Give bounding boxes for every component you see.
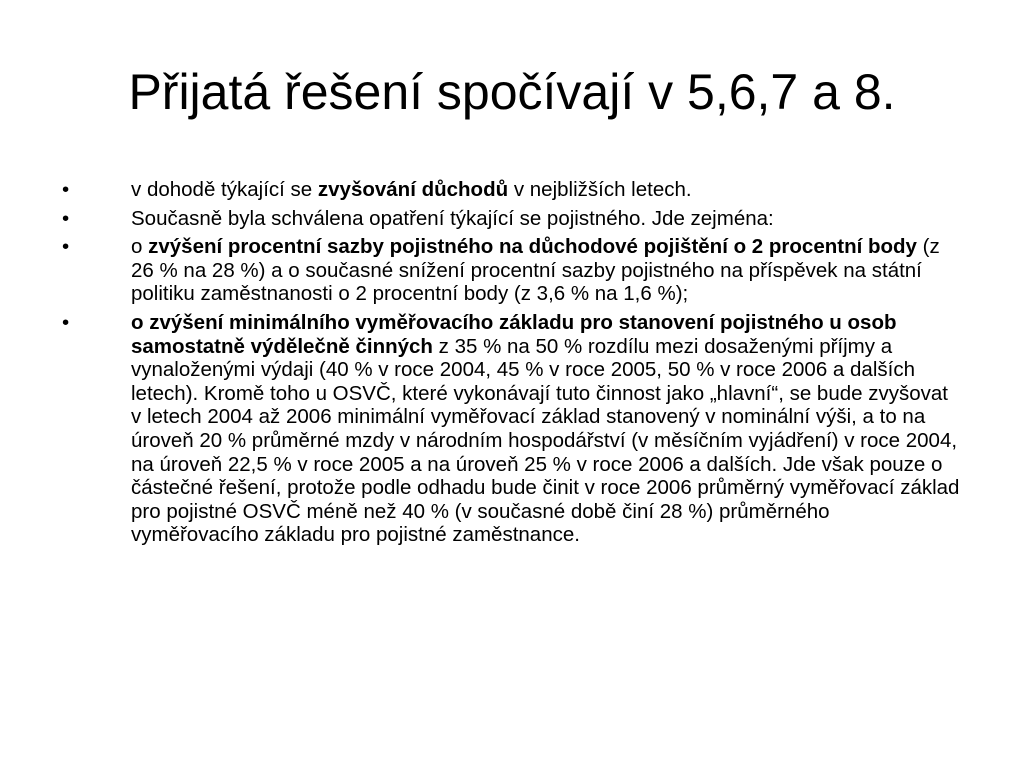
bullet-emphasis: o zvýšení minimálního vyměřovacího základu pro stanovení pojistného u osob samostatně výdělečně činných bbox=[131, 310, 897, 358]
bullet-icon: • bbox=[62, 178, 70, 201]
bullet-text: z 35 % na 50 % rozdílu mezi dosaženými příjmy a vynaloženými výdaji (40 % v roce 2004, 45 % v roce 2005, 50 % v roce 2006 a dalších letech). Kromě toho u OSVČ, které vykonávají tuto činnost jako „hlavní“, se bude zvyšovat v letech 2004 až 2006 minimální vyměřovací základ stanovený v nominální výši, a to na úroveň 20 % průměrné mzdy v národním hospodářství (v měsíčním vyjádření) v roce 2004, na úroveň 22,5 % v roce 2005 a na úroveň 25 % v roce 2006 a dalších. Jde však pouze o částečné řešení, protože podle odhadu bude činit v roce 2006 průměrný vyměřovací základ pro pojistné OSVČ méně než 40 % (v současné době činí 28 %) průměrného vyměřovacího základu pro pojistné zaměstnance. bbox=[131, 334, 960, 547]
bullet-list bbox=[62, 178, 962, 552]
bullet-icon: • bbox=[62, 235, 70, 259]
slide-title: Přijatá řešení spočívají v 5,6,7 a 8. bbox=[128, 64, 896, 120]
bullet-emphasis: zvýšení procentní sazby pojistného na důchodové pojištění o 2 procentní body bbox=[148, 235, 917, 259]
bullet-text: (z 26 % na 28 %) a o současné snížení procentní sazby pojistného na příspěvek na státní politiku zaměstnanosti o 2 procentní body (z 3,6 % na 1,6 %); bbox=[131, 235, 940, 306]
bullet-emphasis: zvyšování důchodů bbox=[317, 178, 509, 201]
bullet-item bbox=[62, 178, 962, 202]
bullet-text: Současně byla schválena opatření týkající se pojistného. Jde zejména: bbox=[131, 206, 774, 230]
bullet-text: v nejbližších letech. bbox=[508, 178, 692, 201]
bullet-item bbox=[62, 311, 962, 547]
bullet-item bbox=[62, 235, 962, 306]
bullet-item bbox=[62, 207, 962, 231]
bullet-text: v dohodě týkající se bbox=[131, 178, 318, 201]
bullet-icon: • bbox=[62, 310, 70, 334]
bullet-icon: • bbox=[62, 206, 70, 230]
bullet-text: o bbox=[131, 235, 149, 259]
